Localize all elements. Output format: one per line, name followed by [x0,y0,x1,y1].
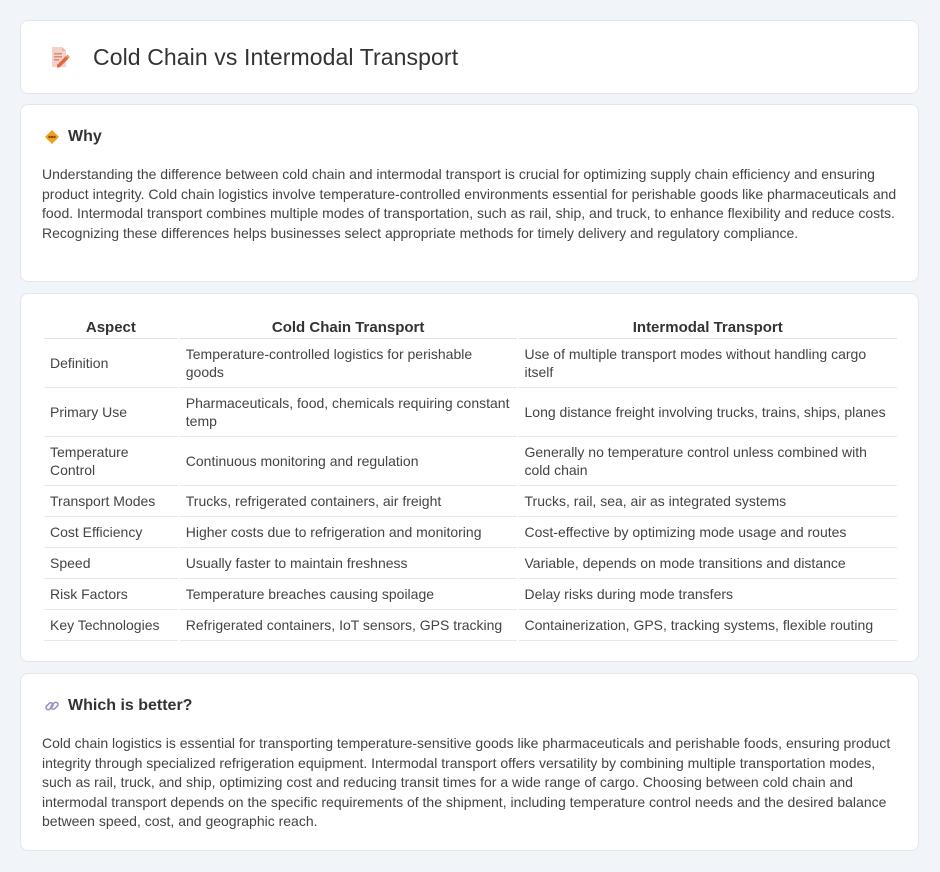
why-section [20,104,919,282]
row-cold-chain: Pharmaceuticals, food, chemicals requiring constant temp [180,388,517,437]
table-row [44,388,897,437]
table-row [44,610,897,641]
comparison-table-card [20,293,919,662]
row-cold-chain: Usually faster to maintain freshness [180,548,517,579]
row-cold-chain: Temperature-controlled logistics for perishable goods [180,339,517,388]
table-row [44,517,897,548]
table-row [44,339,897,388]
row-aspect: Primary Use [44,388,178,437]
diamond-warning-icon [44,129,60,145]
row-intermodal: Generally no temperature control unless combined with cold chain [519,437,898,486]
row-aspect: Key Technologies [44,610,178,641]
row-cold-chain: Temperature breaches causing spoilage [180,579,517,610]
header-aspect: Aspect [44,316,178,339]
row-cold-chain: Trucks, refrigerated containers, air freight [180,486,517,517]
better-body: Cold chain logistics is essential for transporting temperature-sensitive goods like pharmaceuticals and perishable foods, ensuring product integrity through specialized refrigeration equipment. Intermodal transport offers versatility by combining multiple transportation modes, such as rail, truck, and ship, optimizing cost and reducing transit times for a wide range of cargo. Choosing between cold chain and intermodal transport depends on the specific requirements of the shipment, including temperature control needs and the desired balance between speed, cost, and geographic reach. [42,735,891,829]
row-intermodal: Delay risks during mode transfers [519,579,898,610]
row-aspect: Risk Factors [44,579,178,610]
table-row [44,486,897,517]
row-cold-chain: Refrigerated containers, IoT sensors, GPS tracking [180,610,517,641]
better-title: Which is better? [68,697,193,714]
table-row [44,548,897,579]
header-intermodal: Intermodal Transport [519,316,898,339]
row-aspect: Transport Modes [44,486,178,517]
row-intermodal: Trucks, rail, sea, air as integrated systems [519,486,898,517]
document-edit-icon [47,45,71,69]
why-title: Why [68,128,102,145]
row-aspect: Definition [44,339,178,388]
row-intermodal: Variable, depends on mode transitions and distance [519,548,898,579]
comparison-table [42,316,899,641]
page-title: Cold Chain vs Intermodal Transport [93,43,459,70]
row-aspect: Temperature Control [44,437,178,486]
header-card [20,20,919,94]
header-cold-chain: Cold Chain Transport [180,316,517,339]
row-intermodal: Long distance freight involving trucks, trains, ships, planes [519,388,898,437]
row-cold-chain: Continuous monitoring and regulation [180,437,517,486]
table-header-row [44,316,897,339]
row-intermodal: Containerization, GPS, tracking systems, flexible routing [519,610,898,641]
link-icon [44,698,60,714]
row-intermodal: Use of multiple transport modes without handling cargo itself [519,339,898,388]
table-row [44,579,897,610]
row-cold-chain: Higher costs due to refrigeration and monitoring [180,517,517,548]
row-intermodal: Cost-effective by optimizing mode usage and routes [519,517,898,548]
why-body: Understanding the difference between cold chain and intermodal transport is crucial for optimizing supply chain efficiency and ensuring product integrity. Cold chain logistics involve temperature-controlled environments essential for perishable goods like pharmaceuticals and food. Intermodal transport combines multiple modes of transportation, such as rail, ship, and truck, to enhance flexibility and reduce costs. Recognizing these differences helps businesses select appropriate methods for timely delivery and regulatory compliance. [42,166,897,241]
row-aspect: Speed [44,548,178,579]
row-aspect: Cost Efficiency [44,517,178,548]
table-row [44,437,897,486]
which-is-better-section [20,673,919,851]
